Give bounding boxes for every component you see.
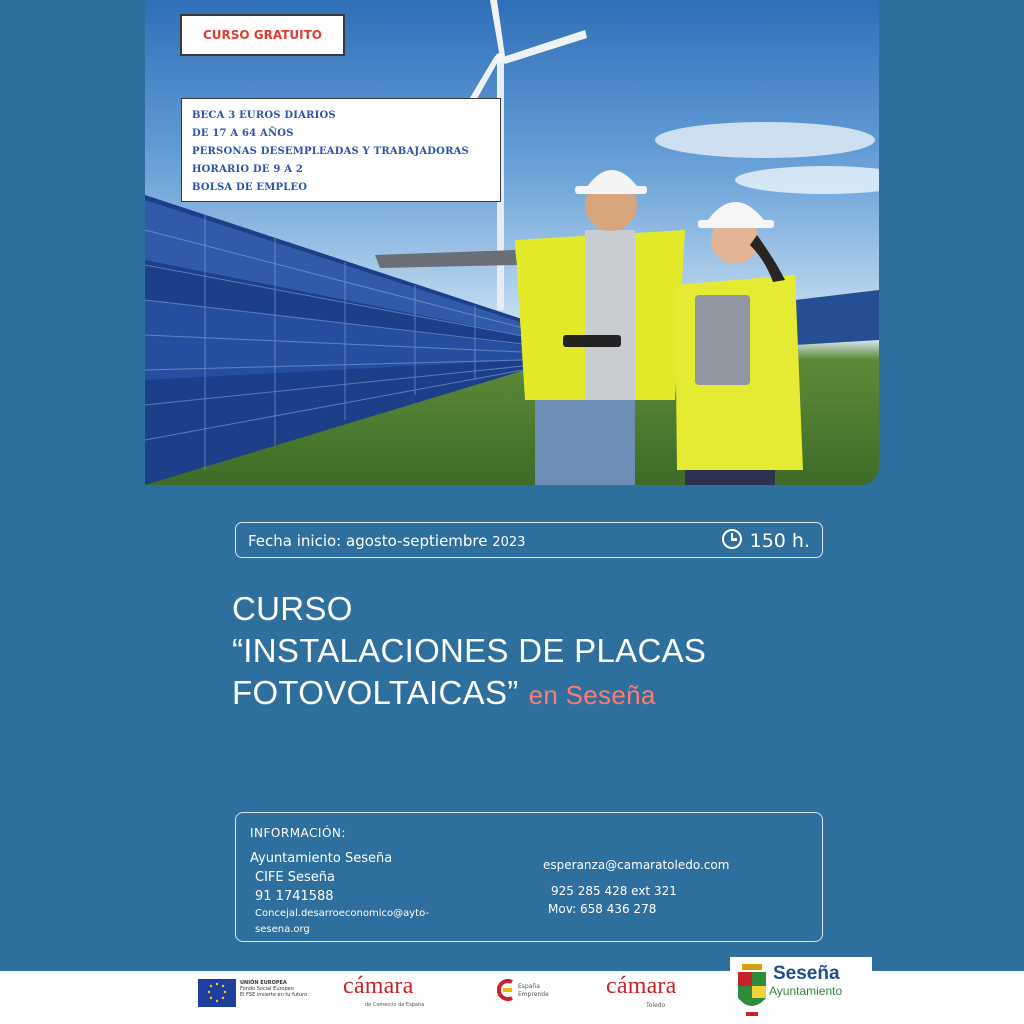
camara-1-sub: de Comercio de España [365,1002,425,1008]
title-line-1: CURSO [232,590,353,627]
course-location: en Seseña [528,680,656,710]
contact-org: Ayuntamiento Seseña [250,851,393,866]
espana-emp-1: España [518,983,540,990]
camara-1-text: cámara [343,973,414,999]
espana-emprende-icon [496,978,516,1002]
start-year: 2023 [492,535,526,550]
title-line-3 [232,672,706,716]
course-title [232,588,706,716]
espana-emp-2: Emprende [518,991,549,998]
course-hours [722,523,810,559]
eu-text-2: Fondo Social Europeo [240,986,294,992]
start-date-label: Fecha inicio: agosto-septiembre [248,532,488,550]
clock-icon [722,529,742,549]
title-line-2: “INSTALACIONES DE PLACAS [232,632,707,669]
camara-espana-logo [343,973,425,1008]
hours-value: 150 h. [749,530,810,552]
benefit-job-bank: BOLSA DE EMPLEO [192,182,308,193]
benefit-schedule: HORARIO DE 9 A 2 [192,164,304,175]
contact-mobile: Mov: 658 436 278 [548,902,657,916]
contact-center: CIFE Seseña [255,870,335,885]
hero-photo [145,0,879,485]
schedule-bar [235,522,823,558]
eu-text-1: UNIÓN EUROPEA [240,980,287,986]
title-line-3-text: FOTOVOLTAICAS” [232,674,519,711]
eu-text-3: El FSE invierte en tu futuro [240,992,308,998]
contact-camara-phone: 925 285 428 ext 321 [551,884,677,898]
contact-camara-column [543,856,729,918]
camara-2-sub: Toledo [646,1002,666,1009]
sesena-title: Seseña [773,963,840,984]
contact-camara-email[interactable]: esperanza@camaratoledo.com [543,858,730,872]
benefit-audience: PERSONAS DESEMPLEADAS Y TRABAJADORAS [192,146,469,157]
espana-emprende-logo [496,978,549,1006]
sesena-council-logo [730,957,872,1024]
camara-2-text: cámara [606,973,677,999]
sponsor-logos-footer [0,963,1024,1024]
contact-header: INFORMACIÓN: [250,826,346,840]
benefit-scholarship: BECA 3 EUROS DIARIOS [192,110,336,121]
free-course-badge: CURSO GRATUITO [180,14,345,56]
contact-box [235,812,823,942]
course-benefits-box [181,98,501,202]
benefit-age-range: DE 17 A 64 AÑOS [192,128,294,139]
eu-logo-text [240,980,307,998]
council-email-part-1: Concejal.desarroeconomico@ayto- [255,908,429,919]
council-email-part-2: sesena.org [255,924,310,935]
contact-council-email[interactable] [255,906,440,938]
sesena-coat-of-arms-icon [734,962,770,1020]
camara-toledo-logo [606,973,677,1009]
sesena-subtitle: Ayuntamiento [769,984,843,998]
contact-phone: 91 1741588 [255,889,334,904]
contact-council-column [250,849,440,938]
eu-flag-icon [198,979,236,1007]
solar-field-illustration [145,0,879,485]
start-date [248,523,525,561]
